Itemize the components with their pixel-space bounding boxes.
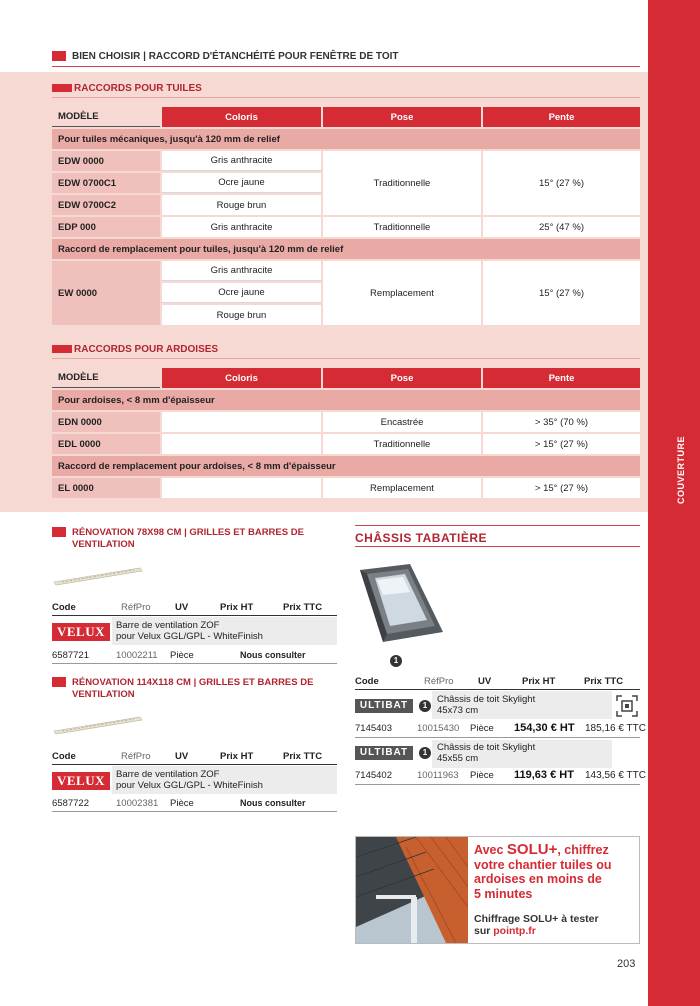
pose-cell: Traditionnelle [321,217,481,237]
row-rule [355,784,640,785]
col-header-coloris: Coloris [160,107,321,127]
banner-sub2-pre: sur [474,925,494,937]
reno1-title-line2: VENTILATION [72,539,135,550]
group-row [52,239,640,259]
reno2-title-line1: RÉNOVATION 114X118 CM | GRILLES ET BARRES DE [72,677,314,688]
banner-line1-post: , chiffrez [557,843,609,857]
price-ht: 119,63 € HT [514,769,574,781]
model-cell: EDW 0700C2 [52,195,160,215]
tuiles-title-text: RACCORDS POUR TUILES [74,83,202,94]
model-cell: EW 0000 [52,261,160,325]
product-refpro: 10002211 [116,650,158,661]
col-header-code: Code [52,751,76,762]
col-header-prix-ttc: Prix TTC [283,751,323,762]
coloris-cell [160,434,321,454]
desc-line1: Barre de ventilation ZOF [116,769,220,780]
section-bar-icon [52,84,72,92]
tuiles-section-title [52,83,202,94]
col-header-prix-ht: Prix HT [220,751,254,762]
coloris-cell: Ocre jaune [160,173,321,193]
coloris-cell: Ocre jaune [160,283,321,303]
col-header-refpro: RéfPro [121,751,151,762]
banner-sub1: Chiffrage SOLU+ à tester [474,913,599,925]
price-ttc: 185,16 € TTC [585,723,646,734]
group-label: Raccord de remplacement pour tuiles, jusqu'à 120 mm de relief [52,239,640,259]
col-header-refpro: RéfPro [121,602,151,613]
pente-cell: 15° (27 %) [481,261,640,325]
ardoises-title-text: RACCORDS POUR ARDOISES [74,344,219,355]
chassis-title-rule [355,546,640,547]
product-code: 7145403 [355,723,392,734]
tuiles-table [52,105,640,327]
col-header-model: MODÈLE [52,368,160,388]
group-row [52,390,640,410]
model-cell: EDP 000 [52,217,160,237]
reno2-title [52,677,313,701]
right-sidebar [648,0,700,1006]
banner-line2: votre chantier tuiles ou [474,857,612,872]
coloris-cell: Gris anthracite [160,217,321,237]
ardoises-table [52,366,640,500]
desc-line2: 45x55 cm [437,753,479,764]
solu-banner[interactable] [355,836,640,944]
col-header-coloris: Coloris [160,368,321,388]
product-price: Nous consulter [240,798,306,808]
banner-subtext [474,913,599,937]
product-description [437,694,535,716]
col-header-pose: Pose [321,107,481,127]
col-header-pente: Pente [481,107,640,127]
pente-cell: > 15° (27 %) [481,478,640,498]
product-price: Nous consulter [240,650,306,660]
item-number-badge: 1 [419,700,431,712]
header-rule [52,764,337,765]
pente-cell: 15° (27 %) [481,151,640,215]
coloris-cell [160,478,321,498]
group-row [52,456,640,476]
section-rule [52,97,640,98]
ventilation-bar-image [52,711,144,735]
col-header-pose: Pose [321,368,481,388]
pose-cell: Remplacement [321,478,481,498]
product-uv: Pièce [470,770,494,781]
product-uv: Pièce [170,650,194,661]
pose-cell: Remplacement [321,261,481,325]
product-description [116,620,263,642]
chassis-title: CHÂSSIS TABATIÈRE [355,531,488,545]
ardoises-section-title [52,344,218,355]
group-label: Pour tuiles mécaniques, jusqu'à 120 mm de relief [52,129,640,149]
desc-line2: 45x73 cm [437,705,479,716]
col-header-prix-ttc: Prix TTC [584,676,624,687]
product-uv: Pièce [170,798,194,809]
model-cell: EDW 0700C1 [52,173,160,193]
table-header-row [52,368,640,388]
coloris-cell: Gris anthracite [160,151,321,171]
col-header-prix-ht: Prix HT [220,602,254,613]
product-refpro: 10002381 [116,798,159,809]
coloris-cell: Gris anthracite [160,261,321,281]
chassis-top-rule [355,525,640,526]
velux-logo: VELUX [52,623,110,641]
reno2-title-line2: VENTILATION [72,689,135,700]
page-number: 203 [617,958,636,970]
product-refpro: 10011963 [417,770,459,781]
group-label: Raccord de remplacement pour ardoises, < 8 mm d'épaisseur [52,456,640,476]
price-ht: 154,30 € HT [514,722,575,734]
reno1-title-line1: RÉNOVATION 78X98 CM | GRILLES ET BARRES DE [72,527,304,538]
ultibat-logo: ULTIBAT [355,746,413,760]
velux-logo: VELUX [52,772,110,790]
item-number-badge: 1 [419,747,431,759]
col-header-pente: Pente [481,368,640,388]
product-refpro: 10015430 [417,723,460,734]
desc-line1: Châssis de toit Skylight [437,742,536,753]
row-rule [52,811,337,812]
title-square-icon [52,51,66,61]
section-rule [52,358,640,359]
coloris-cell [160,412,321,432]
group-label: Pour ardoises, < 8 mm d'épaisseur [52,390,640,410]
table-header-row [52,107,640,127]
title-rule [52,66,640,67]
col-header-prix-ttc: Prix TTC [283,602,323,613]
col-header-uv: UV [478,676,492,687]
product-code: 6587722 [52,798,89,809]
banner-line1-pre: Avec [474,843,507,857]
row-rule [355,737,640,738]
desc-line2: pour Velux GGL/GPL - WhiteFinish [116,631,263,642]
page-title-text: BIEN CHOISIR | RACCORD D'ÉTANCHÉITÉ POUR FENÊTRE DE TOIT [72,51,399,62]
reno1-title [52,527,304,551]
table-row [52,434,640,454]
ultibat-logo: ULTIBAT [355,699,413,713]
banner-link[interactable]: pointp.fr [493,925,536,937]
ventilation-bar-image [52,562,144,586]
product-code: 6587721 [52,650,89,661]
banner-line3: ardoises en moins de [474,872,602,886]
pose-cell: Encastrée [321,412,481,432]
model-cell: EDL 0000 [52,434,160,454]
pente-cell: > 35° (70 %) [481,412,640,432]
table-row [52,217,640,237]
product-uv: Pièce [470,723,494,734]
col-header-refpro: RéfPro [424,676,454,687]
desc-line1: Barre de ventilation ZOF [116,620,220,631]
banner-brand: SOLU+ [506,841,558,858]
desc-line2: pour Velux GGL/GPL - WhiteFinish [116,780,263,791]
qr-scan-icon[interactable] [616,695,638,717]
col-header-code: Code [355,676,379,687]
product-description [116,769,263,791]
col-header-model: MODÈLE [52,107,160,127]
header-rule [355,689,640,690]
product-description [437,742,535,764]
pente-cell: > 15° (27 %) [481,434,640,454]
col-header-code: Code [52,602,76,613]
page-title [52,51,399,62]
title-square-icon [52,527,66,537]
table-row [52,151,640,171]
header-rule [52,615,337,616]
table-row [52,412,640,432]
sidebar-label: COUVERTURE [676,436,686,505]
model-cell: EDN 0000 [52,412,160,432]
col-header-uv: UV [175,751,189,762]
model-cell: EDW 0000 [52,151,160,171]
banner-headline [474,843,612,901]
pose-cell: Traditionnelle [321,434,481,454]
roof-image [356,837,468,943]
model-cell: EL 0000 [52,478,160,498]
product-code: 7145402 [355,770,392,781]
skylight-image [355,562,445,644]
section-bar-icon [52,345,72,353]
table-row [52,261,640,281]
group-row [52,129,640,149]
title-square-icon [52,677,66,687]
desc-line1: Châssis de toit Skylight [437,694,536,705]
coloris-cell: Rouge brun [160,305,321,325]
col-header-prix-ht: Prix HT [522,676,556,687]
price-ttc: 143,56 € TTC [585,770,646,781]
row-rule [52,663,337,664]
pente-cell: 25° (47 %) [481,217,640,237]
coloris-cell: Rouge brun [160,195,321,215]
banner-line4: 5 minutes [474,886,533,901]
pose-cell: Traditionnelle [321,151,481,215]
col-header-uv: UV [175,602,189,613]
table-row [52,478,640,498]
image-number-badge: 1 [390,655,402,667]
